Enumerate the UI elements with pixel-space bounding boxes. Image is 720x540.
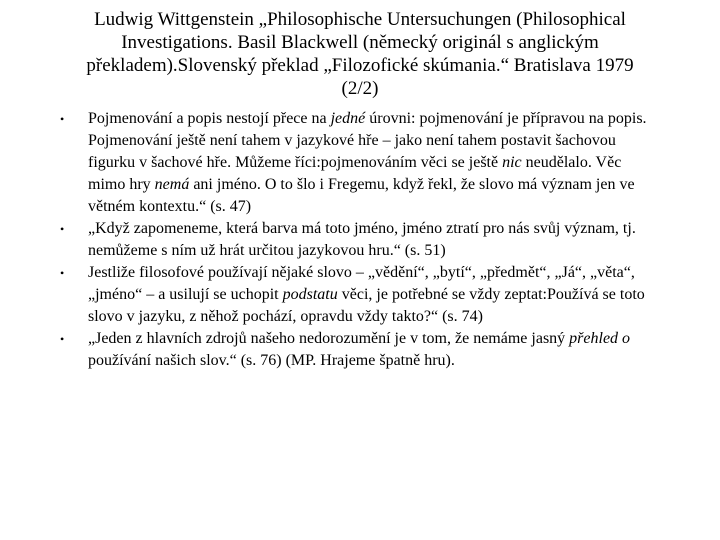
italic-text: jedné (330, 110, 366, 127)
bullet-text: neudělalo. Věc mimo hry (88, 154, 622, 193)
italic-text: podstatu (282, 286, 338, 303)
bullet-text: „Jeden z hlavních zdrojů našeho nedorozumění je v tom, že nemáme jasný (88, 330, 570, 347)
bullet-item-1 (60, 108, 660, 218)
bullet-item-4 (60, 328, 660, 372)
slide-title (56, 8, 664, 100)
bullet-text: Jestliže filosofové používají nějaké slovo – „vědění“, „bytí“, „předmět“, „Já“, „věta“, „jméno“ – a usilují se uchopit (88, 264, 635, 303)
bullet-list (60, 108, 660, 372)
bullet-marker: • (60, 222, 65, 236)
bullet-text: Pojmenování a popis nestojí přece na (88, 110, 331, 127)
bullet-text: ani jméno. O to šlo i Fregemu, když řekl, že slovo má význam jen ve větném kontextu.“ (s. 47) (88, 176, 635, 215)
bullet-item-2 (60, 218, 660, 262)
bullet-text: používání našich slov.“ (s. 76) (MP. Hrajeme špatně hru). (88, 352, 455, 369)
bullet-text: úrovni: pojmenování je přípravou na popis. Pojmenování ještě není tahem v jazykové hře – jako není tahem postavit šachovou figurku v šachové hře. Můžeme říci:pojmenováním věci se ještě (88, 110, 647, 171)
title-line-2: Investigations. Basil Blackwell (německý originál s anglickým (121, 32, 599, 53)
italic-text: nic (502, 154, 522, 171)
title-line-3: překladem).Slovenský překlad „Filozofické skúmania.“ Bratislava 1979 (86, 55, 634, 76)
title-line-4: (2/2) (341, 78, 379, 99)
bullet-text: „Když zapomeneme, která barva má toto jméno, jméno ztratí pro nás svůj význam, tj. nemůžeme s ním už hrát určitou jazykovou hru.“ (s. 51) (88, 220, 636, 259)
italic-text: o (622, 330, 631, 347)
bullet-marker: • (60, 112, 65, 126)
bullet-marker: • (60, 332, 65, 346)
title-line-1: Ludwig Wittgenstein „Philosophische Untersuchungen (Philosophical (94, 9, 626, 30)
bullet-item-3 (60, 262, 660, 328)
italic-text: nemá (154, 176, 190, 193)
bullet-marker: • (60, 266, 65, 280)
italic-text: přehled (569, 330, 619, 347)
bullet-text: věci, je potřebné se vždy zeptat:Používá se toto slovo v jazyku, z něhož pochází, opravdu vždy takto?“ (s. 74) (88, 286, 645, 325)
